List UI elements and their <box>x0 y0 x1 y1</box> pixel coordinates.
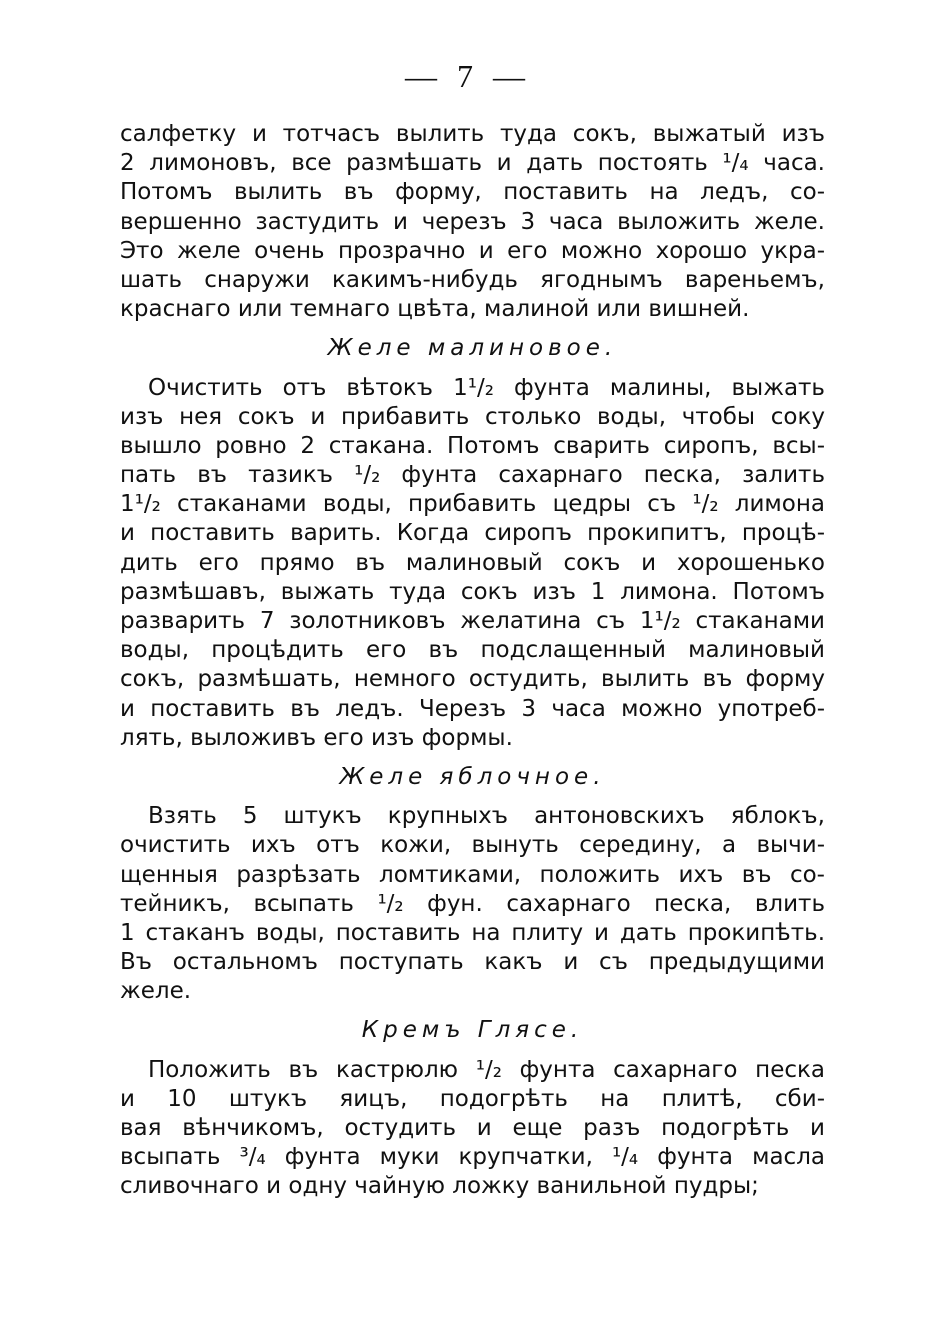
text-line: Очистить отъ вѣтокъ 1¹/₂ фунта малины, выжать <box>148 374 825 401</box>
text-line: и 10 штукъ яицъ, подогрѣть на плитѣ, сби- <box>120 1085 825 1112</box>
text-line: дить его прямо въ малиновый сокъ и хорошенько <box>120 549 825 576</box>
text-line: щенныя разрѣзать ломтиками, положить ихъ въ со- <box>120 861 825 888</box>
text-line: 1 стаканъ воды, поставить на плиту и дать прокипѣть. <box>120 919 825 946</box>
text-line: пать въ тазикъ ¹/₂ фунта сахарнаго песка, залить <box>120 462 825 489</box>
text-line: тейникъ, всыпать ¹/₂ фун. сахарнаго песка, влить <box>120 890 825 917</box>
text-line: сливочнаго и одну чайную ложку ванильной пудры; <box>120 1173 759 1200</box>
text-line: Взять 5 штукъ крупныхъ антоновскихъ яблокъ, <box>148 803 825 830</box>
text-line: вая вѣнчикомъ, остудить и еще разъ подогрѣть и <box>120 1115 825 1141</box>
section-heading: Желе малиновое. <box>327 335 618 362</box>
paragraph <box>120 802 825 1006</box>
text-line: вышло ровно 2 стакана. Потомъ сварить сиропъ, всы- <box>120 432 825 459</box>
paragraph <box>120 120 825 324</box>
text-line: разварить 7 золотниковъ желатина съ 1¹/₂ стаканами <box>120 608 825 634</box>
text-line: сокъ, размѣшать, немного остудить, вылить въ форму <box>120 666 825 693</box>
text-line: Въ остальномъ поступать какъ и съ предыдущими <box>120 949 825 976</box>
text-line: 2 лимоновъ, все размѣшать и дать постоять ¹/₄ часа. <box>120 150 825 177</box>
section-heading: Кремъ Глясе. <box>361 1017 584 1044</box>
text-line: Это желе очень прозрачно и его можно хорошо укра- <box>120 237 825 264</box>
page-number: — 7 — <box>405 58 531 94</box>
text-line: и поставить въ ледъ. Черезъ 3 часа можно употреб- <box>120 695 825 722</box>
text-line: шать снаружи какимъ-нибудь ягоднымъ вареньемъ, <box>120 266 825 293</box>
text-line: очистить ихъ отъ кожи, вынуть середину, а вычи- <box>120 832 825 859</box>
text-line: желе. <box>120 978 192 1005</box>
text-line: вершенно застудить и черезъ 3 часа выложить желе. <box>120 208 825 235</box>
text-line: 1¹/₂ стаканами воды, прибавить цедры съ ¹/₂ лимона <box>120 491 825 518</box>
text-line: Потомъ вылить въ форму, поставить на ледъ, со- <box>120 179 825 206</box>
page-text <box>120 120 825 1202</box>
text-line: Положить въ кастрюлю ¹/₂ фунта сахарнаго песка <box>148 1056 825 1083</box>
paragraph <box>120 374 825 753</box>
paragraph <box>120 1056 825 1202</box>
text-line: всыпать ³/₄ фунта муки крупчатки, ¹/₄ фунта масла <box>120 1144 825 1171</box>
section-heading: Желе яблочное. <box>339 763 606 790</box>
text-line: и поставить варить. Когда сиропъ прокипитъ, процѣ- <box>120 520 825 547</box>
text-line: размѣшавъ, выжать туда сокъ изъ 1 лимона. Потомъ <box>120 578 825 605</box>
text-line: лять, выложивъ его изъ формы. <box>120 724 513 751</box>
text-line: изъ нея сокъ и прибавить столько воды, чтобы соку <box>120 403 825 430</box>
text-line: салфетку и тотчасъ вылить туда сокъ, выжатый изъ <box>120 121 825 147</box>
text-line: воды, процѣдить его въ подслащенный малиновый <box>120 637 825 664</box>
text-line: краснаго или темнаго цвѣта, малиной или вишней. <box>120 296 750 323</box>
